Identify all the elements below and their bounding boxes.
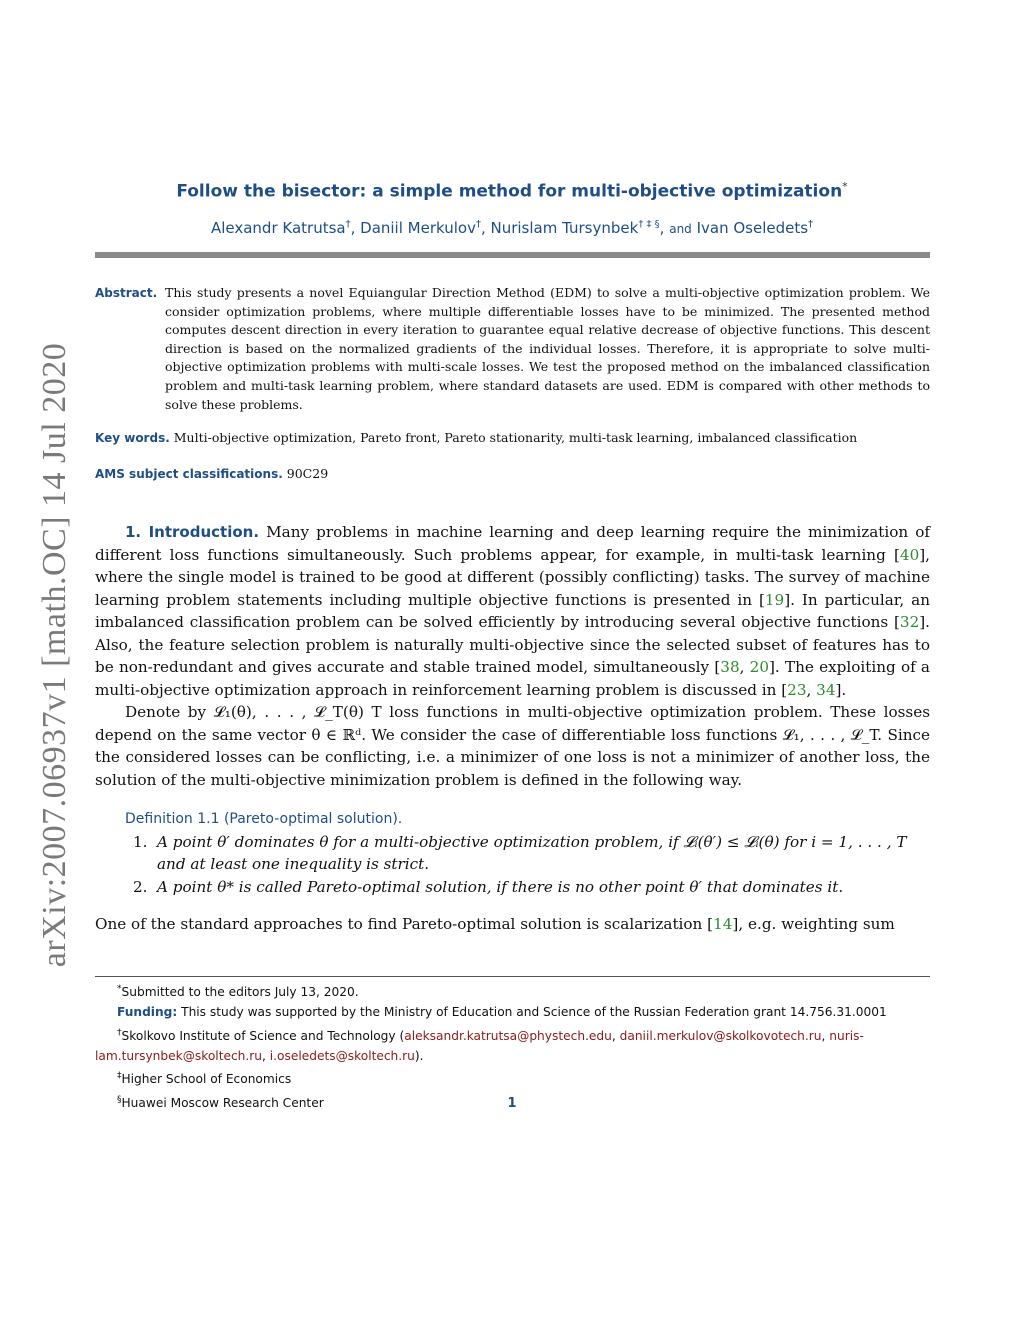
authors-and: and bbox=[669, 222, 692, 236]
author-marks: † ‡ § bbox=[638, 219, 660, 230]
citation-link[interactable]: 40 bbox=[899, 545, 920, 564]
author-name: Alexandr Katrutsa bbox=[210, 219, 346, 237]
author-marks: † bbox=[808, 219, 814, 230]
paper-title: Follow the bisector: a simple method for multi-objective optimization* bbox=[176, 180, 848, 202]
footnote-skoltech-cont: lam.tursynbek@skoltech.ru, i.oseledets@skoltech.ru). bbox=[95, 1049, 424, 1064]
author-list: Alexandr Katrutsa†, Daniil Merkulov†, Nurislam Tursynbek† ‡ §, and Ivan Oseledets† bbox=[210, 219, 814, 237]
ams-classifications bbox=[95, 465, 930, 483]
footnote-huawei: §Huawei Moscow Research Center bbox=[117, 1094, 324, 1110]
email-link[interactable]: i.oseledets@skoltech.ru bbox=[269, 1049, 415, 1064]
email-link[interactable]: lam.tursynbek@skoltech.ru bbox=[95, 1049, 263, 1064]
abstract-label: Abstract. bbox=[95, 286, 158, 300]
page-number: 1 bbox=[507, 1096, 517, 1111]
ams-label: AMS subject classifications. bbox=[95, 467, 283, 481]
definition-item: 2. A point θ* is called Pareto-optimal solution, if there is no other point θ′ that dominates it. bbox=[95, 876, 930, 899]
continuation-paragraph: One of the standard approaches to find Pareto-optimal solution is scalarization [14], e.g. weighting sum bbox=[95, 915, 895, 933]
citation-link[interactable]: 14 bbox=[713, 915, 733, 933]
item-number: 2. bbox=[133, 877, 148, 896]
email-link[interactable]: aleksandr.katrutsa@phystech.edu bbox=[404, 1028, 612, 1043]
author-marks: † bbox=[475, 219, 481, 230]
author-name: Daniil Merkulov bbox=[360, 219, 476, 237]
abstract bbox=[95, 284, 930, 414]
footnotes bbox=[95, 979, 930, 1113]
definition-heading: Definition 1.1 (Pareto-optimal solution). bbox=[125, 811, 403, 827]
keywords-text: Multi-objective optimization, Pareto front, Pareto stationarity, multi-task learning, imbalanced classification bbox=[173, 430, 858, 445]
footnote-funding: Funding: This study was supported by the Ministry of Education and Science of the Russian Federation grant 14.756.31.0001 bbox=[117, 1005, 887, 1020]
email-link[interactable]: nuris- bbox=[829, 1028, 864, 1043]
title-rule bbox=[95, 252, 930, 258]
email-link[interactable]: daniil.merkulov@skolkovotech.ru bbox=[619, 1028, 822, 1043]
author-name: Ivan Oseledets bbox=[696, 219, 809, 237]
footnote-submitted: *Submitted to the editors July 13, 2020. bbox=[117, 984, 359, 1000]
footnote-skoltech: †Skolkovo Institute of Science and Technology (aleksandr.katrutsa@phystech.edu, daniil.merkulov@skolkovotech.ru, nuris- bbox=[117, 1027, 864, 1043]
citation-link[interactable]: 20 bbox=[749, 658, 769, 676]
keywords bbox=[95, 429, 930, 447]
intro-paragraph-2: Denote by 𝓛₁(θ), . . . , 𝓛_T(θ) T loss functions in multi-objective optimization problem. These losses depend on the same vector θ ∈ ℝᵈ. We consider the case of differentiable loss functions 𝓛₁, . . . , 𝓛_T. Since the considered losses can be conflicting, i.e. a minimizer of one loss is not a minimizer of another loss, the solution of the multi-objective minimization problem is defined in the following way. bbox=[95, 703, 930, 789]
definition-block bbox=[95, 808, 930, 898]
citation-link[interactable]: 34 bbox=[816, 680, 836, 699]
abstract-text: This study presents a novel Equiangular Direction Method (EDM) to solve a multi-objective optimization problem. We consider optimization problems, where multiple differentiable losses have to be minimized. The presented method computes descent direction in every iteration to guarantee equal relative decrease of objective functions. This descent direction is based on the normalized gradients of the individual losses. Therefore, it is appropriate to solve multi-objective optimization problems with multi-scale losses. We test the proposed method on the imbalanced classification problem and multi-task learning problem, where standard datasets are used. EDM is compared with other methods to solve these problems. bbox=[165, 285, 930, 412]
citation-link[interactable]: 23 bbox=[787, 680, 807, 699]
intro-paragraph-1: 1. Introduction. Many problems in machine learning and deep learning require the minimization of different loss functions simultaneously. Such problems appear, for example, in multi-task learning [40], where the single model is trained to be good at different (possibly conflicting) tasks. The survey of machine learning problem statements including multiple objective functions is presented in [19]. In particular, an imbalanced classification problem can be solved efficiently by introducing several objective functions [32]. Also, the feature selection problem is naturally multi-objective since the selected subset of features has to be non-redundant and gives accurate and stable trained model, simultaneously [38, 20]. The exploiting of a multi-objective optimization approach in reinforcement learning problem is discussed in [23, 34]. bbox=[95, 523, 931, 699]
funding-label: Funding: bbox=[117, 1005, 178, 1020]
citation-link[interactable]: 19 bbox=[764, 590, 785, 609]
definition-item: 1. A point θ′ dominates θ for a multi-objective optimization problem, if 𝓛ᵢ(θ′) ≤ 𝓛ᵢ(θ) for i = 1, . . . , T and at least one inequality is strict. bbox=[133, 832, 907, 873]
title-footnote-mark: * bbox=[842, 180, 848, 193]
introduction-section bbox=[95, 521, 930, 791]
citation-link[interactable]: 32 bbox=[899, 613, 920, 631]
keywords-label: Key words. bbox=[95, 431, 170, 445]
footnote-rule bbox=[95, 976, 930, 977]
section-heading: 1. Introduction. bbox=[125, 523, 260, 541]
ams-text: 90C29 bbox=[286, 466, 329, 481]
author-name: Nurislam Tursynbek bbox=[490, 219, 639, 237]
footnote-hse: ‡Higher School of Economics bbox=[117, 1071, 292, 1087]
citation-link[interactable]: 38 bbox=[720, 658, 740, 676]
author-marks: † bbox=[345, 219, 351, 230]
item-number: 1. bbox=[133, 832, 148, 851]
